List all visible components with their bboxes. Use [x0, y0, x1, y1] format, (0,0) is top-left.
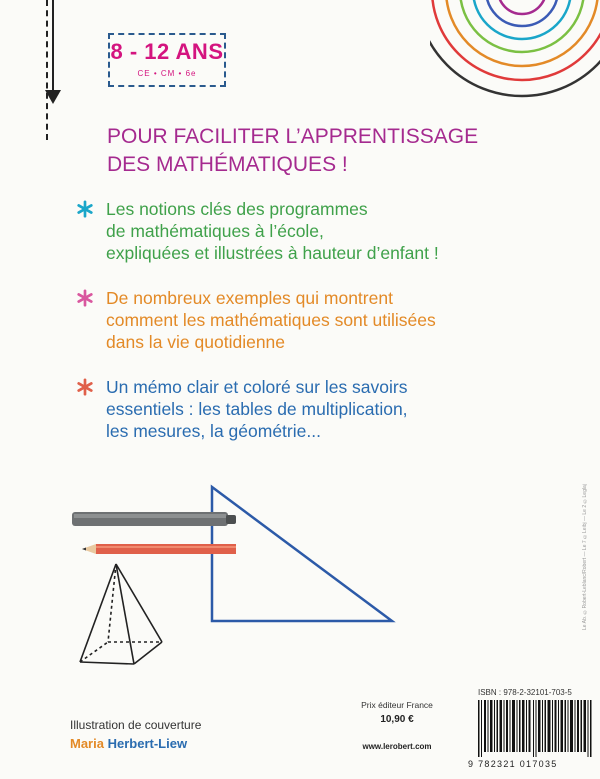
age-badge — [108, 33, 226, 87]
headline-line-1: POUR FACILITER L’APPRENTISSAGE — [107, 125, 479, 148]
publisher-website: www.lerobert.com — [362, 742, 432, 751]
bullet-text — [106, 198, 439, 264]
illustrator-last-name: Herbert-Liew — [107, 736, 188, 751]
headline-line-2: DES MATHÉMATIQUES ! — [107, 153, 348, 176]
bullet-line: De nombreux exemples qui montrent — [106, 288, 393, 308]
bullet-line: dans la vie quotidienne — [106, 332, 286, 352]
isbn-label: ISBN : 978-2-32101-703-5 — [478, 688, 572, 697]
age-range: 8 - 12 ANS — [110, 39, 224, 64]
barcode-icon — [478, 700, 593, 757]
bullet-line: de mathématiques à l’école, — [106, 221, 324, 241]
barcode-digits: 9 782321 017035 — [468, 759, 558, 769]
geometry-tools-illustration — [70, 480, 400, 670]
bullet-line: expliquées et illustrées à hauteur d’enfant ! — [106, 243, 439, 263]
decorative-dashed-line — [46, 0, 48, 140]
headline — [107, 123, 527, 179]
triangle-ruler-icon — [212, 487, 392, 621]
bullet-line: Les notions clés des programmes — [106, 199, 368, 219]
bullet-text — [106, 376, 408, 442]
pyramid-icon — [80, 564, 162, 664]
concentric-circles-illustration — [430, 0, 600, 105]
illustration-credit-title: Illustration de couverture — [70, 718, 202, 732]
price-value: 10,90 € — [380, 714, 414, 725]
red-pencil-icon — [82, 544, 236, 554]
price-label: Prix éditeur France — [361, 700, 433, 710]
school-levels: CE • CM • 6e — [137, 69, 197, 78]
photo-credits-vertical: Le Ab. ©Robert-Leblanc/Robert — Le 7 ©Leibj — Le 2 ©Leglaj — [582, 484, 588, 630]
down-arrow-icon — [45, 90, 61, 104]
illustrator-name — [70, 736, 187, 751]
teal-asterisk-icon — [76, 200, 94, 218]
bullet-text — [106, 287, 436, 353]
bullet-line: Un mémo clair et coloré sur les savoirs — [106, 377, 408, 397]
marker-pen-icon — [72, 512, 236, 526]
arrow-shaft — [52, 0, 54, 94]
illustrator-first-name: Maria — [70, 736, 104, 751]
bullet-line: les mesures, la géométrie... — [106, 421, 321, 441]
pink-asterisk-icon — [76, 289, 94, 307]
bullet-line: essentiels : les tables de multiplication, — [106, 399, 408, 419]
bullet-line: comment les mathématiques sont utilisées — [106, 310, 436, 330]
red-asterisk-icon — [76, 378, 94, 396]
